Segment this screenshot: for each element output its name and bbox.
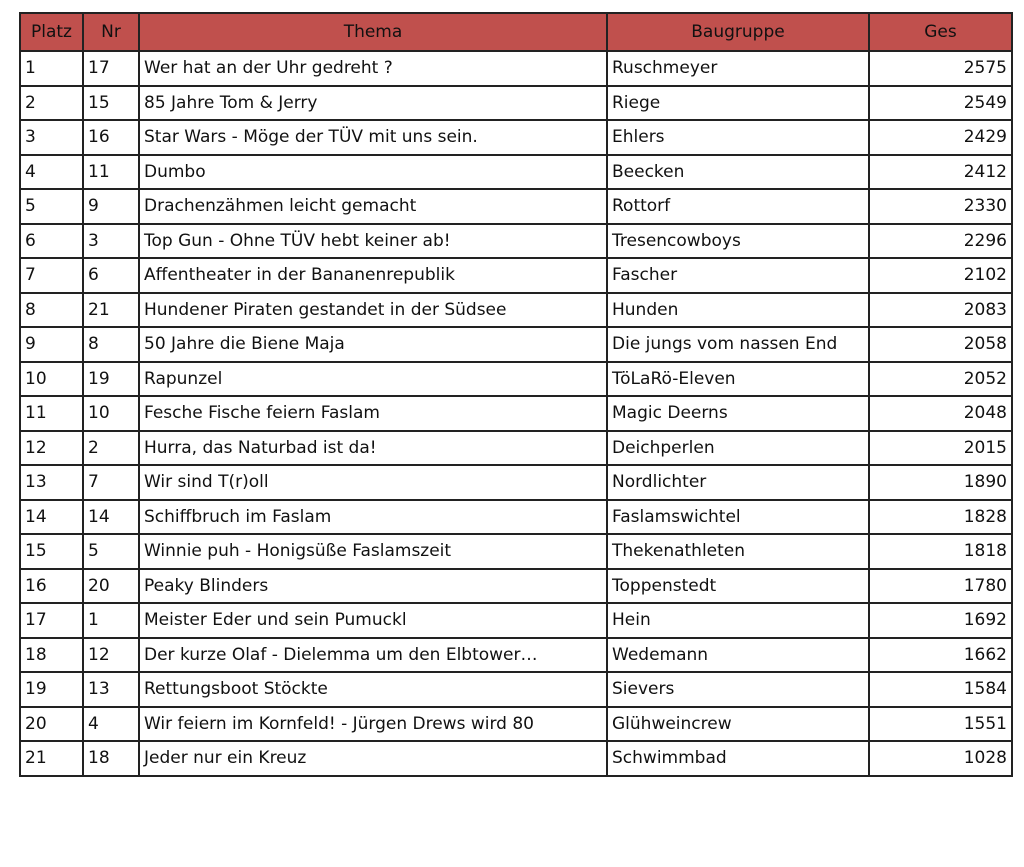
cell-baugruppe: Sievers bbox=[607, 672, 869, 707]
cell-thema: Winnie puh - Honigsüße Faslamszeit bbox=[139, 534, 607, 569]
cell-nr: 9 bbox=[83, 189, 139, 224]
cell-platz: 13 bbox=[20, 465, 83, 500]
table-row bbox=[20, 155, 1012, 190]
cell-baugruppe: Thekenathleten bbox=[607, 534, 869, 569]
column-header-ges: Ges bbox=[869, 13, 1012, 51]
table-header-row bbox=[20, 13, 1012, 51]
cell-ges: 2102 bbox=[869, 258, 1012, 293]
results-table bbox=[19, 12, 1013, 777]
cell-nr: 18 bbox=[83, 741, 139, 776]
cell-thema: Top Gun - Ohne TÜV hebt keiner ab! bbox=[139, 224, 607, 259]
table-row bbox=[20, 707, 1012, 742]
cell-baugruppe: Hein bbox=[607, 603, 869, 638]
cell-ges: 2083 bbox=[869, 293, 1012, 328]
cell-baugruppe: Tresencowboys bbox=[607, 224, 869, 259]
cell-platz: 9 bbox=[20, 327, 83, 362]
cell-nr: 12 bbox=[83, 638, 139, 673]
cell-baugruppe: Die jungs vom nassen End bbox=[607, 327, 869, 362]
cell-thema: Der kurze Olaf - Dielemma um den Elbtower… bbox=[139, 638, 607, 673]
cell-platz: 20 bbox=[20, 707, 83, 742]
cell-nr: 5 bbox=[83, 534, 139, 569]
cell-ges: 2048 bbox=[869, 396, 1012, 431]
table-row bbox=[20, 396, 1012, 431]
cell-platz: 5 bbox=[20, 189, 83, 224]
cell-nr: 8 bbox=[83, 327, 139, 362]
cell-thema: Hurra, das Naturbad ist da! bbox=[139, 431, 607, 466]
cell-platz: 15 bbox=[20, 534, 83, 569]
cell-thema: Schiffbruch im Faslam bbox=[139, 500, 607, 535]
cell-ges: 1828 bbox=[869, 500, 1012, 535]
cell-ges: 2296 bbox=[869, 224, 1012, 259]
cell-platz: 17 bbox=[20, 603, 83, 638]
cell-platz: 19 bbox=[20, 672, 83, 707]
cell-nr: 13 bbox=[83, 672, 139, 707]
cell-nr: 1 bbox=[83, 603, 139, 638]
cell-baugruppe: Faslamswichtel bbox=[607, 500, 869, 535]
cell-platz: 18 bbox=[20, 638, 83, 673]
cell-ges: 2015 bbox=[869, 431, 1012, 466]
table-body bbox=[20, 51, 1012, 776]
cell-ges: 1551 bbox=[869, 707, 1012, 742]
cell-ges: 2330 bbox=[869, 189, 1012, 224]
table-row bbox=[20, 672, 1012, 707]
cell-platz: 16 bbox=[20, 569, 83, 604]
table-row bbox=[20, 189, 1012, 224]
cell-baugruppe: Riege bbox=[607, 86, 869, 121]
cell-baugruppe: Hunden bbox=[607, 293, 869, 328]
cell-baugruppe: Fascher bbox=[607, 258, 869, 293]
table-row bbox=[20, 258, 1012, 293]
cell-thema: Wir sind T(r)oll bbox=[139, 465, 607, 500]
cell-ges: 2575 bbox=[869, 51, 1012, 86]
cell-baugruppe: Ehlers bbox=[607, 120, 869, 155]
cell-nr: 14 bbox=[83, 500, 139, 535]
cell-baugruppe: TöLaRö-Eleven bbox=[607, 362, 869, 397]
table-row bbox=[20, 741, 1012, 776]
cell-platz: 14 bbox=[20, 500, 83, 535]
cell-baugruppe: Schwimmbad bbox=[607, 741, 869, 776]
cell-nr: 10 bbox=[83, 396, 139, 431]
cell-ges: 1692 bbox=[869, 603, 1012, 638]
column-header-baugruppe: Baugruppe bbox=[607, 13, 869, 51]
cell-ges: 1028 bbox=[869, 741, 1012, 776]
cell-nr: 6 bbox=[83, 258, 139, 293]
table-row bbox=[20, 120, 1012, 155]
cell-platz: 8 bbox=[20, 293, 83, 328]
cell-baugruppe: Magic Deerns bbox=[607, 396, 869, 431]
cell-platz: 21 bbox=[20, 741, 83, 776]
table-row bbox=[20, 224, 1012, 259]
cell-thema: Rettungsboot Stöckte bbox=[139, 672, 607, 707]
cell-nr: 11 bbox=[83, 155, 139, 190]
cell-nr: 17 bbox=[83, 51, 139, 86]
cell-platz: 2 bbox=[20, 86, 83, 121]
cell-ges: 1818 bbox=[869, 534, 1012, 569]
cell-nr: 2 bbox=[83, 431, 139, 466]
cell-ges: 1662 bbox=[869, 638, 1012, 673]
results-table-container bbox=[19, 12, 1013, 777]
cell-baugruppe: Ruschmeyer bbox=[607, 51, 869, 86]
cell-nr: 19 bbox=[83, 362, 139, 397]
table-row bbox=[20, 431, 1012, 466]
table-row bbox=[20, 327, 1012, 362]
cell-platz: 12 bbox=[20, 431, 83, 466]
cell-ges: 1780 bbox=[869, 569, 1012, 604]
table-row bbox=[20, 86, 1012, 121]
table-row bbox=[20, 603, 1012, 638]
cell-platz: 11 bbox=[20, 396, 83, 431]
cell-ges: 2412 bbox=[869, 155, 1012, 190]
cell-platz: 1 bbox=[20, 51, 83, 86]
table-row bbox=[20, 569, 1012, 604]
cell-ges: 2052 bbox=[869, 362, 1012, 397]
cell-baugruppe: Glühweincrew bbox=[607, 707, 869, 742]
table-row bbox=[20, 534, 1012, 569]
cell-nr: 21 bbox=[83, 293, 139, 328]
cell-platz: 3 bbox=[20, 120, 83, 155]
cell-nr: 15 bbox=[83, 86, 139, 121]
cell-baugruppe: Beecken bbox=[607, 155, 869, 190]
cell-nr: 20 bbox=[83, 569, 139, 604]
cell-thema: Affentheater in der Bananenrepublik bbox=[139, 258, 607, 293]
cell-ges: 1584 bbox=[869, 672, 1012, 707]
cell-thema: Dumbo bbox=[139, 155, 607, 190]
table-row bbox=[20, 293, 1012, 328]
column-header-thema: Thema bbox=[139, 13, 607, 51]
column-header-nr: Nr bbox=[83, 13, 139, 51]
cell-baugruppe: Rottorf bbox=[607, 189, 869, 224]
cell-thema: Drachenzähmen leicht gemacht bbox=[139, 189, 607, 224]
cell-thema: Meister Eder und sein Pumuckl bbox=[139, 603, 607, 638]
cell-thema: Star Wars - Möge der TÜV mit uns sein. bbox=[139, 120, 607, 155]
cell-nr: 4 bbox=[83, 707, 139, 742]
column-header-platz: Platz bbox=[20, 13, 83, 51]
cell-thema: Hundener Piraten gestandet in der Südsee bbox=[139, 293, 607, 328]
table-row bbox=[20, 465, 1012, 500]
cell-thema: Rapunzel bbox=[139, 362, 607, 397]
cell-ges: 2429 bbox=[869, 120, 1012, 155]
table-row bbox=[20, 638, 1012, 673]
cell-baugruppe: Wedemann bbox=[607, 638, 869, 673]
cell-nr: 7 bbox=[83, 465, 139, 500]
cell-baugruppe: Nordlichter bbox=[607, 465, 869, 500]
cell-thema: Wir feiern im Kornfeld! - Jürgen Drews wird 80 bbox=[139, 707, 607, 742]
cell-thema: Jeder nur ein Kreuz bbox=[139, 741, 607, 776]
cell-platz: 4 bbox=[20, 155, 83, 190]
cell-thema: 85 Jahre Tom & Jerry bbox=[139, 86, 607, 121]
table-row bbox=[20, 51, 1012, 86]
cell-ges: 2058 bbox=[869, 327, 1012, 362]
table-row bbox=[20, 362, 1012, 397]
cell-baugruppe: Deichperlen bbox=[607, 431, 869, 466]
table-row bbox=[20, 500, 1012, 535]
cell-platz: 7 bbox=[20, 258, 83, 293]
cell-ges: 1890 bbox=[869, 465, 1012, 500]
cell-platz: 6 bbox=[20, 224, 83, 259]
cell-nr: 16 bbox=[83, 120, 139, 155]
cell-thema: Wer hat an der Uhr gedreht ? bbox=[139, 51, 607, 86]
cell-thema: 50 Jahre die Biene Maja bbox=[139, 327, 607, 362]
cell-platz: 10 bbox=[20, 362, 83, 397]
cell-thema: Fesche Fische feiern Faslam bbox=[139, 396, 607, 431]
cell-ges: 2549 bbox=[869, 86, 1012, 121]
cell-nr: 3 bbox=[83, 224, 139, 259]
cell-baugruppe: Toppenstedt bbox=[607, 569, 869, 604]
cell-thema: Peaky Blinders bbox=[139, 569, 607, 604]
